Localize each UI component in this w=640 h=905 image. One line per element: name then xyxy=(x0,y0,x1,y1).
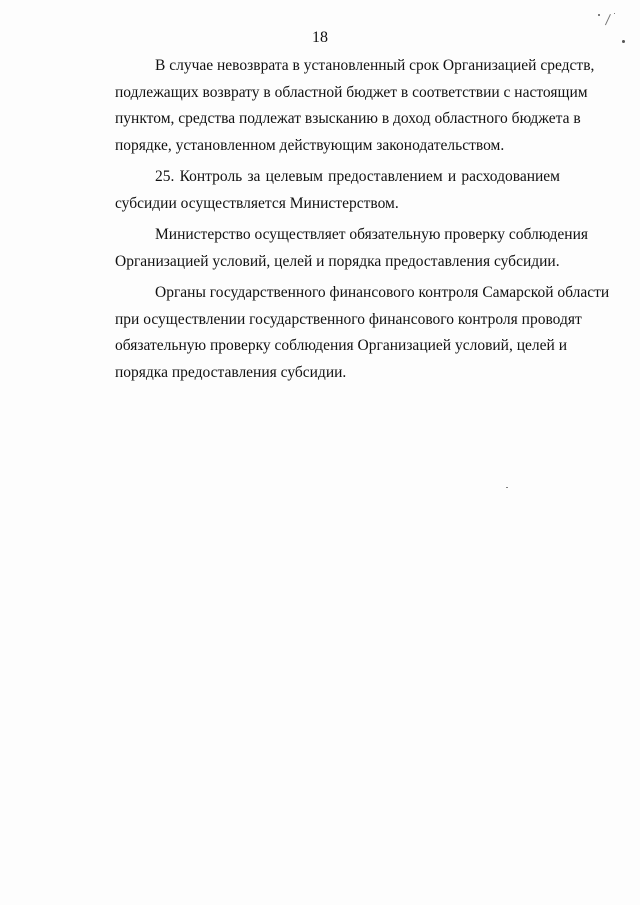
paragraph-ministry-check xyxy=(75,222,589,275)
text-line: пунктом, средства подлежат взысканию в доход областного бюджета в xyxy=(115,110,581,127)
scan-speck xyxy=(622,40,625,43)
text-line: субсидии осуществляется Министерством. xyxy=(115,194,399,212)
text-line: Министерство осуществляет обязательную проверку соблюдения xyxy=(155,226,589,243)
text-line: порядке, установленном действующим законодательством. xyxy=(115,136,505,154)
scan-mark xyxy=(605,14,611,25)
text-line: В случае невозврата в установленный срок Организацией средств, xyxy=(155,57,595,74)
page-number: 18 xyxy=(312,29,328,46)
paragraph-control xyxy=(75,164,560,217)
paragraph-refund xyxy=(75,53,595,159)
text-line: порядка предоставления субсидии. xyxy=(115,363,347,381)
text-line: 25. Контроль за целевым предоставлением и расходованием xyxy=(155,168,560,185)
paragraph-financial-control xyxy=(75,280,610,386)
text-line: обязательную проверку соблюдения Организацией условий, целей и xyxy=(115,337,567,354)
scan-speck xyxy=(598,14,600,16)
text-line: Органы государственного финансового контроля Самарской области xyxy=(155,284,610,301)
text-line: подлежащих возврату в областной бюджет в соответствии с настоящим xyxy=(115,83,588,101)
scan-speck xyxy=(614,13,615,14)
scan-speck xyxy=(506,487,508,488)
text-line: при осуществлении государственного финансового контроля проводят xyxy=(115,310,582,328)
text-line: Организацией условий, целей и порядка предоставления субсидии. xyxy=(115,252,560,270)
document-body xyxy=(75,53,610,391)
